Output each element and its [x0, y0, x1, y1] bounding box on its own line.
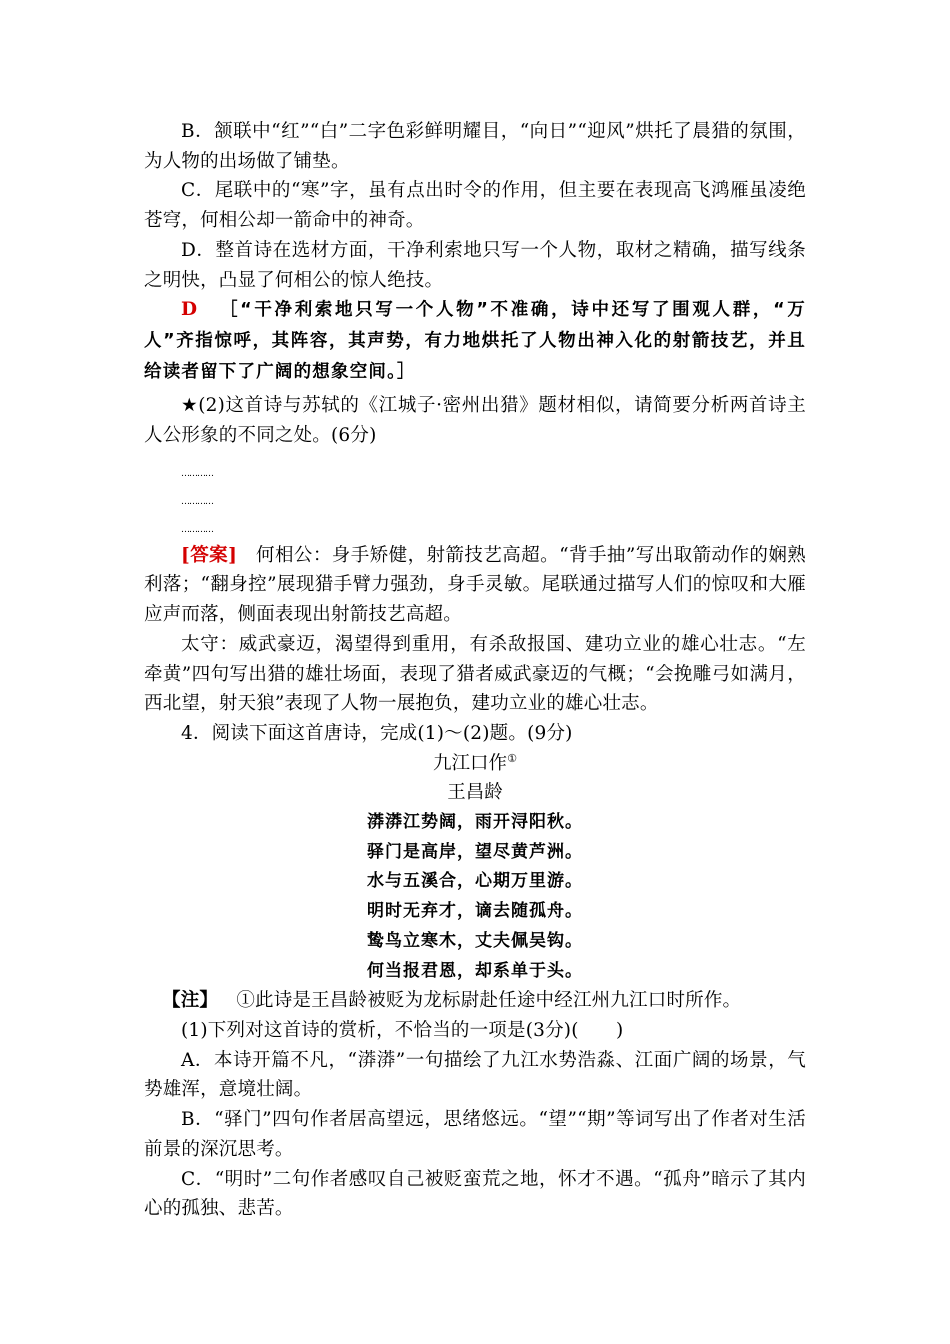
poem-title: [144, 749, 806, 779]
question-4-1: (1)下列对这首诗的赏析，不恰当的一项是(3分)( ): [181, 1019, 624, 1041]
question-2-text: (2)这首诗与苏轼的《江城子·密州出猎》题材相似，请简要分析两首诗主人公形象的不同之处。(6分): [144, 395, 806, 447]
option-b: B．颔联中“红”“白”二字色彩鲜明耀目，“向日”“迎风”烘托了晨猎的氛围，为人物的出场做了铺垫。: [144, 121, 806, 172]
question-2: [144, 391, 806, 450]
answer-1-explanation: ［“干净利索地只写一个人物”不准确，诗中还写了围观人群，“万人”齐指惊呼，其阵容，其声势，有力地烘托了人物出神入化的射箭技艺，并且给读者留下了广阔的想象空间。］: [144, 300, 806, 382]
poem-line: 明时无弃才，谪去随孤舟。: [367, 901, 583, 922]
answer-2-label: [答案]: [181, 544, 238, 566]
question-4-option-c: C．“明时”二句作者感叹自己被贬蛮荒之地，怀才不遇。“孤舟”暗示了其内心的孤独、悲苦。: [144, 1168, 806, 1220]
answer-2-text-1: 何相公：身手矫健，射箭技艺高超。“背手抽”写出取箭动作的娴熟利落；“翻身控”展现猎手臂力强劲，身手灵敏。尾联通过描写人们的惊叹和大雁应声而落，侧面表现出射箭技艺高超。: [144, 544, 807, 626]
document-page: [144, 117, 806, 1224]
poem-line: 水与五溪合，心期万里游。: [367, 871, 583, 892]
poem-line: 鸷鸟立寒木，丈夫佩吴钩。: [367, 930, 583, 951]
answer-1-letter: D: [181, 299, 198, 321]
answer-blank-lines: [144, 459, 806, 545]
poem-line: 漭漭江势阔，雨开浔阳秋。: [367, 812, 583, 833]
blank-line: …………: [181, 524, 213, 535]
answer-2-para-2: 太守：威武豪迈，渴望得到重用，有杀敌报国、建功立业的雄心壮志。“左牵黄”四句写出猎的雄壮场面，表现了猎者威武豪迈的气概；“会挽雕弓如满月，西北望，射天狼”表现了人物一展抱负，建功立业的雄心壮志。: [144, 633, 806, 715]
option-d: D．整首诗在选材方面，干净利索地只写一个人物，取材之精确，描写线条之明快，凸显了何相公的惊人绝技。: [144, 239, 806, 291]
poem-note-text: ①此诗是王昌龄被贬为龙标尉赴任途中经江州九江口时所作。: [236, 990, 742, 1012]
poem-title-text: 九江口作: [433, 752, 508, 774]
answer-1: [144, 295, 806, 387]
blank-line: …………: [181, 496, 213, 507]
blank-line: …………: [181, 468, 213, 479]
poem-title-note-mark: ①: [507, 751, 517, 765]
question-4-option-a: A．本诗开篇不凡，“漭漭”一句描绘了九江水势浩淼、江面广阔的场景，气势雄浑，意境壮阔。: [144, 1049, 806, 1101]
option-c: C．尾联中的“寒”字，虽有点出时令的作用，但主要在表现高飞鸿雁虽凌绝苍穹，何相公却一箭命中的神奇。: [144, 180, 806, 232]
question-4-option-b: B．“驿门”四句作者居高望远，思绪悠远。“望”“期”等词写出了作者对生活前景的深沉思考。: [144, 1109, 806, 1160]
question-4: 4．阅读下面这首唐诗，完成(1)～(2)题。(9分): [181, 722, 573, 744]
poem-line: 驿门是高岸，望尽黄芦洲。: [367, 841, 583, 862]
answer-2-para-1: [144, 541, 806, 630]
poem-line: 何当报君恩，却系单于头。: [367, 960, 583, 981]
poem-note-label: 【注】: [162, 990, 219, 1012]
star-icon: ★: [181, 395, 199, 417]
poem-note: [144, 986, 806, 1016]
poem-author: 王昌龄: [447, 782, 503, 804]
